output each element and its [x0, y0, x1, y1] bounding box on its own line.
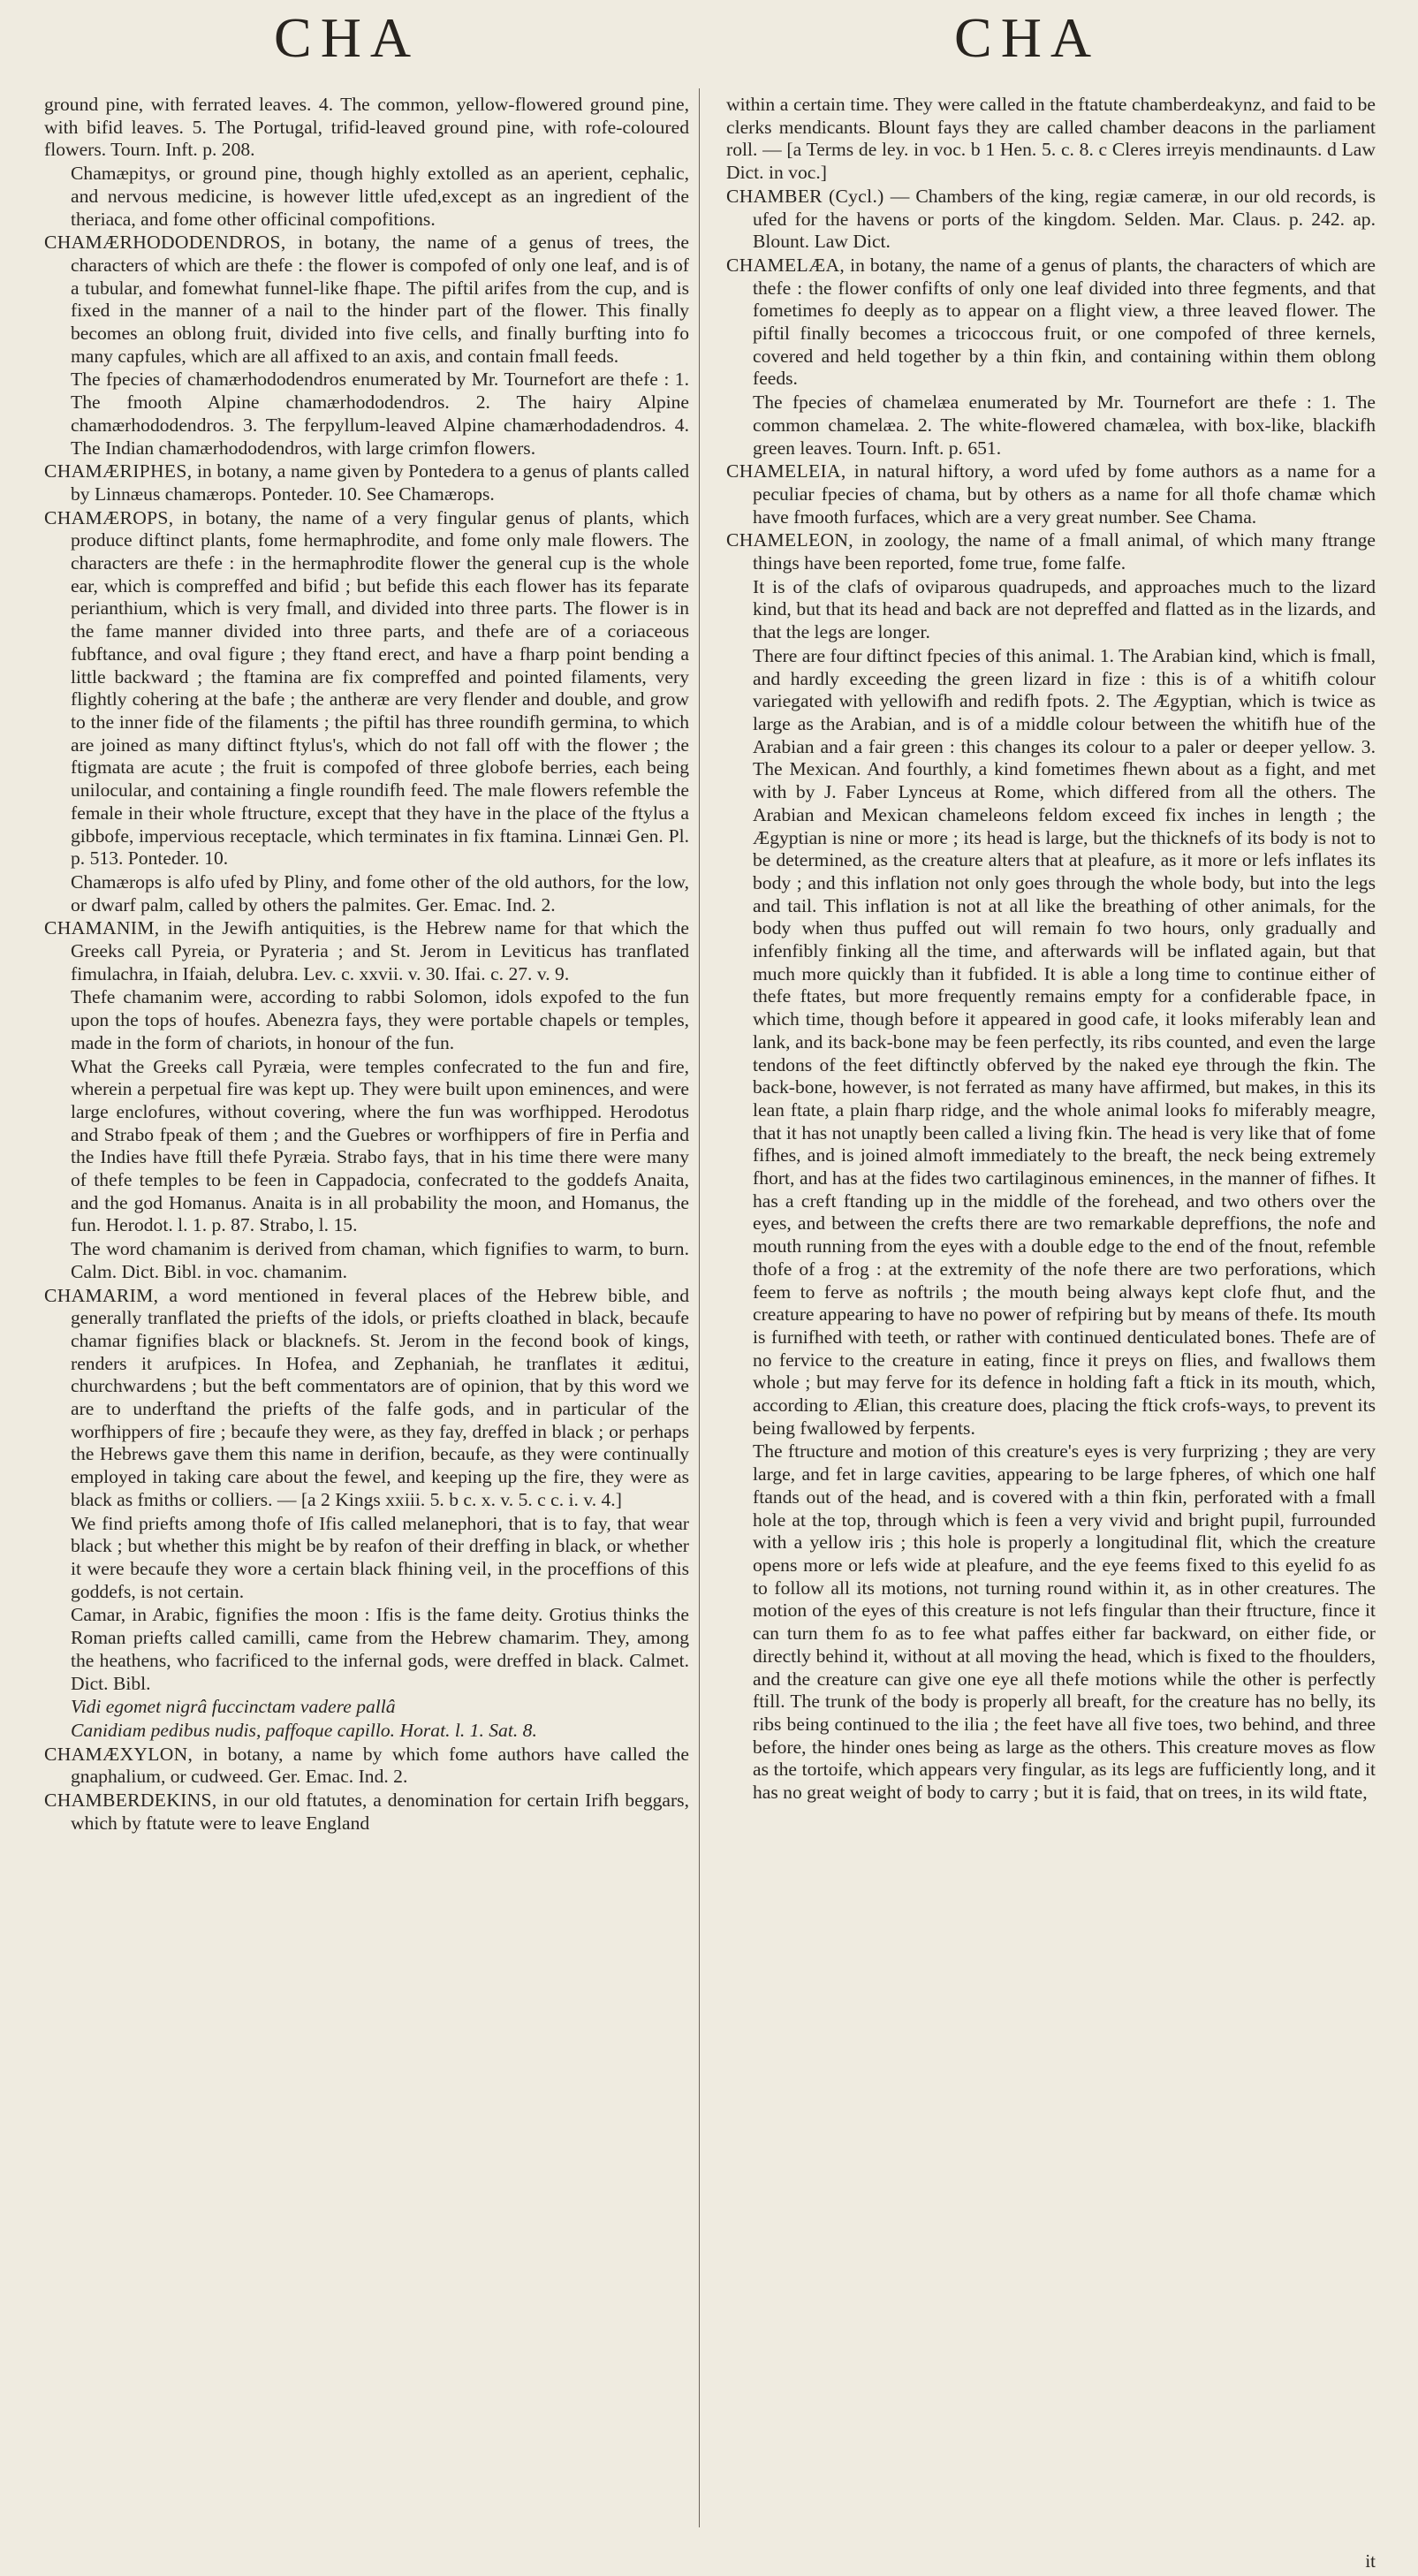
paragraph-text: in botany, the name of a very fingular genus of plants, which produce diftinct plants, fome hermaphrodite, and fome only male flowers. The characters are thefe : in the hermaphrodite flower the general cup is the whole ear, which is compreffed and bifid ; but befide this each flower has its feparate perianthium, which is very fmall, and divided into three parts. The flower is in the fame manner divided into three parts, and thefe are of a coriaceous fubftance, and oval figure ; they ftand erect, and have a fharp point bending a little backward ; the ftamina are fix compreffed and pointed filaments, very flightly cohering at the bafe ; the antheræ are very flender and double, and grow to the inner fide of the filaments ; the piftil has three roundifh germina, to which are joined as many diftinct ftylus's, which do not fall off with the flower ; the ftigmata are acute ; the fruit is compofed of three globofe berries, each being unilocular, and containing a fingle roundifh feed. The male flowers refemble the female in their whole ftructure, except that they have in the place of the ftylus a gibbofe, impervious receptacle, which terminates in fix ftamina. Linnæi Gen. Pl. p. 513. Ponteder. 10. — [71, 506, 689, 870]
entry-headword: CHAMBER (Cycl.) — — [726, 185, 910, 207]
paragraph-text: Chamæpitys, or ground pine, though highly extolled as an aperient, cephalic, and nervous medicine, is however little ufed,except as an ingredient of the theriaca, and fome other officinal compofitions. — [71, 163, 689, 230]
paragraph — [44, 1238, 689, 1283]
paragraph-text: in natural hiftory, a word ufed by fome authors as a name for a peculiar fpecies of chama, but by others as a name for all thofe chamæ which have fmooth furfaces, which are a very great number. See Chama. — [753, 460, 1376, 528]
column-rule — [699, 88, 700, 2527]
paragraph-text: Canidiam pedibus nudis, paffoque capillo. Horat. l. 1. Sat. 8. — [71, 1719, 537, 1741]
paragraph — [44, 94, 689, 162]
paragraph — [44, 1696, 689, 1719]
paragraph-text: in the Jewifh antiquities, is the Hebrew name for that which the Greeks call Pyreia, or Pyrateria ; and St. Jerom in Leviticus has tranflated fimulachra, in Ifaiah, delubra. Lev. c. xxvii. v. 30. Ifai. c. 27. v. 9. — [71, 917, 689, 984]
paragraph — [726, 94, 1376, 185]
paragraph-text: The fpecies of chamærhododendros enumerated by Mr. Tournefort are thefe : 1. The fmooth Alpine chamærhododendros. 2. The hairy Alpine chamærhododendros. 3. The ferpyllum-leaved Alpine chamærhodadendros. 4. The Indian chamærhododendros, with large crimfon flowers. — [71, 369, 689, 459]
entry-headword: CHAMARIM, — [44, 1284, 159, 1306]
paragraph-text: in botany, a name by which fome authors have called the gnaphalium, or cudweed. Ger. Emac. Ind. 2. — [71, 1743, 689, 1788]
entry-headword: CHAMELEIA, — [726, 460, 846, 483]
entry-headword: CHAMELEON, — [726, 529, 853, 551]
catchword: it — [1365, 2550, 1376, 2572]
dictionary-entry — [44, 1744, 689, 1789]
paragraph-text: in botany, the name of a genus of plants, the characters of which are thefe : the flower confifts of only one leaf divided into three fegments, and that fometimes fo deeply as to appear on a flight view, a three leaved flower. The piftil finally becomes a tricoccous fruit, or one compofed of three kernels, covered and held together by a thin fkin, and containing within them oblong feeds. — [753, 254, 1376, 390]
entry-headword: CHAMANIM, — [44, 917, 160, 939]
entry-headword: CHAMELÆA, — [726, 254, 845, 276]
paragraph-text: Chambers of the king, regiæ cameræ, in our old records, is ufed for the havens or ports of the kingdom. Selden. Mar. Claus. p. 242. ap. Blount. Law Dict. — [753, 185, 1376, 253]
paragraph-text: We find priefts among thofe of Ifis called melanephori, that is to fay, that wear black ; but whether this might be by reafon of their dreffing in black, or whether it were becaufe they wore a certain black fhining veil, in the proceffions of this goddefs, is not certain. — [71, 1512, 689, 1602]
right-column — [726, 94, 1376, 1805]
paragraph-text: The ftructure and motion of this creature's eyes is very furprizing ; they are very large, and fet in large cavities, appearing to be large fpheres, of which one half ftands out of the head, and is covered with a thin fkin, perforated with a fmall hole at the top, through which is feen a very vivid and bright pupil, furrounded with a yellow iris ; this hole is properly a longitudinal flit, which the creature opens more or lefs wide at pleafure, and the eye feems fixed to this eyelid fo as to follow all its motions, not turning round within it, as in other creatures. The motion of the eyes of this creature is not lefs fingular than their ftructure, fince it can turn them fo as to fee what paffes either far backward, on either fide, or directly behind it, without at all moving the head, which is fixed to the fhoulders, and the creature can give one eye all thefe motions while the other is perfectly ftill. The trunk of the body is properly all breaft, for the creature has no belly, its ribs being continued to the ilia ; the feet have all five toes, two behind, and three before, the hinder ones being as large as the others. This creature moves as flow as the tortoife, which appears very fingular, as its legs are fufficiently long, and it has no great weight of body to carry ; but it is faid, that on trees, in its wild ftate, — [753, 1440, 1376, 1804]
paragraph-text: a word mentioned in feveral places of the Hebrew bible, and generally tranflated the priefts of the idols, or priefts cloathed in black, becaufe chamar fignifies black or blacknefs. St. Jerom in the fecond book of kings, renders it arufpices. In Hofea, and Zephaniah, he tranflates it æditui, churchwardens ; but the beft commentators are of opinion, that by this word we are to underftand the priefts of the falfe gods, and in particular of the worfhippers of fire ; becaufe they were, as they fay, dreffed in black ; or perhaps the Hebrews gave them this name in derifion, becaufe, as they were continually employed in taking care about the fewel, and keeping up the fire, they were as black as fmiths or colliers. — [a 2 Kings xxiii. 5. b c. x. v. 5. c c. i. v. 4.] — [71, 1284, 689, 1510]
entry-headword: CHAMÆXYLON, — [44, 1743, 193, 1765]
running-head-left: CHA — [274, 6, 421, 69]
paragraph-text: The word chamanim is derived from chaman, which fignifies to warm, to burn. Calm. Dict. Bibl. in voc. chamanim. — [71, 1238, 689, 1282]
entry-headword: CHAMÆROPS, — [44, 506, 174, 528]
entry-headword: CHAMÆRHODODENDROS, — [44, 232, 286, 254]
dictionary-entry — [44, 460, 689, 505]
paragraph — [44, 1604, 689, 1695]
dictionary-entry — [44, 917, 689, 985]
dictionary-entry — [726, 529, 1376, 574]
entry-headword: CHAMÆRIPHES, — [44, 460, 193, 483]
paragraph — [44, 871, 689, 916]
paragraph — [726, 576, 1376, 644]
paragraph — [44, 1720, 689, 1743]
left-column — [44, 94, 689, 1835]
dictionary-entry — [726, 186, 1376, 254]
paragraph — [44, 1056, 689, 1238]
paragraph-text: ground pine, with ferrated leaves. 4. The common, yellow-flowered ground pine, with bifid leaves. 5. The Portugal, trifid-leaved ground pine, with rofe-coloured flowers. Tourn. Inft. p. 208. — [44, 94, 689, 161]
paragraph — [44, 163, 689, 231]
paragraph-text: Vidi egomet nigrâ fuccinctam vadere pallâ — [71, 1696, 396, 1718]
paragraph-text: There are four diftinct fpecies of this animal. 1. The Arabian kind, which is fmall, and hardly exceeding the green lizard in fize : this is of a whitifh colour variegated with yellowifh and redifh fpots. 2. The Ægyptian, which is twice as large as the Arabian, and is of a middle colour between the whitifh hue of the Arabian and a fair green : this changes its colour to a paler or deeper yellow. 3. The Mexican. And fourthly, a kind fometimes fhewn about as a fight, and met with by J. Faber Lynceus at Rome, which differed from all the others. The Arabian and Mexican chameleons feldom exceed fix inches in length ; the Ægyptian is nine or more ; its head is large, but the thicknefs of its body is not to be determined, as the creature alters that at pleafure, as it more or lefs inflates its body ; and this inflation not only goes through the whole body, but into the legs and tail. This inflation is not at all like the breathing of other animals, for the body when thus puffed out will remain fo two hours, only gradually and infenfibly finking all the time, and afterwards will be inflated again, but that much more quickly than it fubfided. It is able a long time to continue either of thefe ftates, but more frequently remains empty for a confiderable fpace, in which time, though before it appeared in good cafe, it looks miferably lean and lank, and its back-bone may be feen perfectly, its ribs counted, and even the large tendons of the feet diftinctly obferved by the naked eye through the fkin. The back-bone, however, is not ferrated as many have affirmed, but makes, in this its lean ftate, a plain fharp ridge, and the whole animal looks fo miferably meagre, that it has not unaptly been called a living fkin. The head is very like that of fome fifhes, and is joined almoft immediately to the breaft, the neck being extremely fhort, and has at the fides two cartilaginous eminences, in the manner of fifhes. It has a creft ftanding up in the middle of the forehead, and two others over the eyes, and between the crefts there are two remarkable depreffions, the nofe and mouth running from the eyes with a double edge to the end of the fnout, refemble thofe of a frog : at the extremity of the nofe there are two perforations, which feem to ferve as noftrils ; the mouth being always kept clofe fhut, and the creature appearing to have no power of refpiring but by means of thefe. Its mouth is furnifhed with teeth, or rather with continued denticulated bones. Thefe are of no fervice to the creature in eating, fince it preys on flies, and fwallows them whole ; but may ferve for its defence in holding faft a ftick in its mouth, which, according to Ælian, this creature does, placing the ftick crofs-ways, to prevent its being fwallowed by ferpents. — [753, 644, 1376, 1439]
paragraph-text: It is of the clafs of oviparous quadrupeds, and approaches much to the lizard kind, but that its head and back are not depreffed and flatted as in the lizards, and that the legs are longer. — [753, 575, 1376, 643]
paragraph-text: What the Greeks call Pyræia, were temples confecrated to the fun and fire, wherein a perpetual fire was kept up. They were built upon eminences, and were large enclofures, without covering, where the fun was worfhipped. Herodotus and Strabo fpeak of them ; and the Guebres or worfhippers of fire in Perfia and the Indies have ftill thefe Pyræia. Strabo fays, that in his time there were many of thefe temples to be feen in Cappadocia, confecrated to the goddefs Anaita, and the god Homanus. Anaita is in all probability the moon, and Homanus, the fun. Herodot. l. 1. p. 87. Strabo, l. 15. — [71, 1055, 689, 1236]
paragraph-text: Thefe chamanim were, according to rabbi Solomon, idols expofed to the fun upon the tops of houfes. Abenezra fays, they were portable chapels or temples, made in the form of chariots, in honour of the fun. — [71, 986, 689, 1053]
paragraph — [44, 369, 689, 460]
paragraph — [44, 986, 689, 1054]
entry-headword: CHAMBERDEKINS, — [44, 1790, 217, 1812]
paragraph — [44, 1513, 689, 1604]
running-head-right: CHA — [954, 6, 1101, 69]
dictionary-entry — [726, 255, 1376, 391]
paragraph-text: The fpecies of chamelæa enumerated by Mr. Tournefort are thefe : 1. The common chamelæa. 2. The white-flowered chamælea, with box-like, blackifh green leaves. Tourn. Inft. p. 651. — [753, 391, 1376, 459]
paragraph-text: Camar, in Arabic, fignifies the moon : Ifis is the fame deity. Grotius thinks the Roman priefts called camilli, came from the Hebrew chamarim. They, among the heathens, who facrificed to the infernal gods, were dreffed in black. Calmet. Dict. Bibl. — [71, 1604, 689, 1694]
paragraph-text: in zoology, the name of a fmall animal, of which many ftrange things have been reported, fome true, fome falfe. — [753, 529, 1376, 574]
paragraph-text: in botany, the name of a genus of trees, the characters of which are thefe : the flower is compofed of only one leaf, and is of a tubular, and fomewhat funnel-like fhape. The piftil arifes from the cup, and is fixed in the manner of a nail to the hinder part of the flower. This finally becomes an oblong fruit, divided into five cells, and finally burfting into fo many capfules, which are all affixed to an axis, and contain fmall feeds. — [71, 232, 689, 367]
paragraph-text: Chamærops is alfo ufed by Pliny, and fome other of the old authors, for the low, or dwarf palm, called by others the palmites. Ger. Emac. Ind. 2. — [71, 870, 689, 916]
paragraph-text: within a certain time. They were called in the ftatute chamberdeakynz, and faid to be clerks mendicants. Blount fays they are called chamber deacons in the parliament roll. — [a Terms de ley. in voc. b 1 Hen. 5. c. 8. c Cleres irreyis mendinaunts. d Law Dict. in voc.] — [726, 94, 1376, 184]
paragraph — [726, 1440, 1376, 1804]
paragraph — [726, 645, 1376, 1440]
dictionary-entry — [44, 1285, 689, 1512]
dictionary-entry — [44, 232, 689, 368]
dictionary-entry — [44, 1790, 689, 1835]
dictionary-entry — [726, 460, 1376, 528]
paragraph-text: in botany, a name given by Pontedera to a genus of plants called by Linnæus chamærops. Ponteder. 10. See Chamærops. — [71, 460, 689, 505]
paragraph-text: in our old ftatutes, a denomination for certain Irifh beggars, which by ftatute were to leave England — [71, 1790, 689, 1834]
paragraph — [726, 391, 1376, 460]
dictionary-entry — [44, 507, 689, 870]
